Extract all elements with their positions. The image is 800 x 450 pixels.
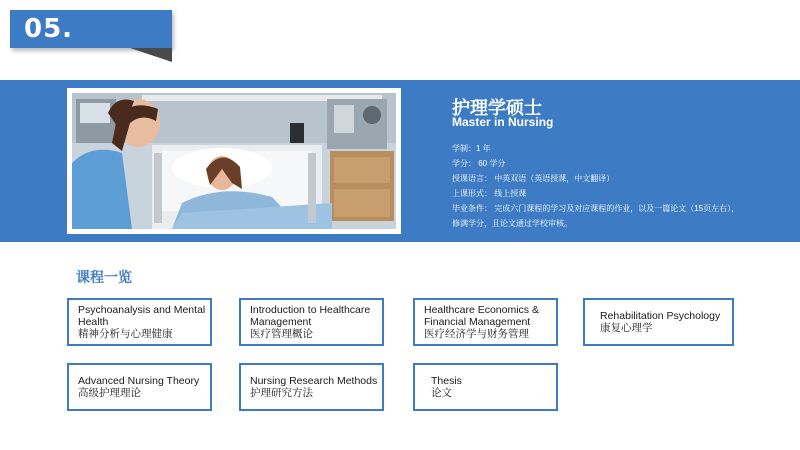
- course-card: [239, 298, 384, 346]
- info-format: 上课形式： 线上授课: [452, 189, 527, 198]
- tab-fold-decoration: [130, 48, 172, 62]
- course-card: [413, 298, 558, 346]
- course-card: [67, 363, 212, 411]
- section-number-tab: [10, 10, 172, 48]
- course-name-cn: 高级护理理论: [78, 387, 141, 399]
- course-card: [583, 298, 734, 346]
- course-card: [67, 298, 212, 346]
- course-name-en: Rehabilitation Psychology: [600, 310, 721, 322]
- info-graduation-cont: 修满学分，且论文通过学校审核。: [452, 219, 572, 228]
- course-name-cn: 医疗经济学与财务管理: [424, 328, 529, 340]
- course-name-cn: 论文: [431, 387, 452, 399]
- course-name-en: Thesis: [431, 375, 462, 387]
- course-name-en: Nursing Research Methods: [250, 375, 378, 387]
- info-language: 授课语言： 中英双语（英语授课，中文翻译）: [452, 174, 615, 183]
- course-name-cn: 康复心理学: [600, 322, 653, 334]
- course-card: [239, 363, 384, 411]
- course-name-en: Psychoanalysis and Mental Health: [78, 304, 206, 328]
- course-name-cn: 医疗管理概论: [250, 328, 313, 340]
- courses-title: 课程一览: [76, 269, 132, 285]
- section-number: 05.: [24, 14, 74, 44]
- course-name-en: Healthcare Economics & Financial Management: [424, 304, 539, 328]
- program-info: [452, 141, 782, 231]
- hospital-photo: [72, 93, 396, 229]
- course-name-en: Advanced Nursing Theory: [78, 375, 200, 387]
- info-credits: 学分： 60 学分: [452, 159, 506, 168]
- info-graduation: 毕业条件： 完成六门课程的学习及对应课程的作业，以及一篇论文（15页左右），: [452, 204, 740, 213]
- program-title-cn: 护理学硕士: [452, 98, 542, 118]
- course-name-en: Introduction to Healthcare Management: [250, 304, 371, 328]
- course-name-cn: 护理研究方法: [250, 387, 313, 399]
- course-card: [413, 363, 558, 411]
- info-duration: 学制：1 年: [452, 144, 491, 153]
- program-title-en: Master in Nursing: [452, 115, 554, 129]
- photo-frame: [67, 88, 401, 234]
- course-name-cn: 精神分析与心理健康: [78, 328, 173, 340]
